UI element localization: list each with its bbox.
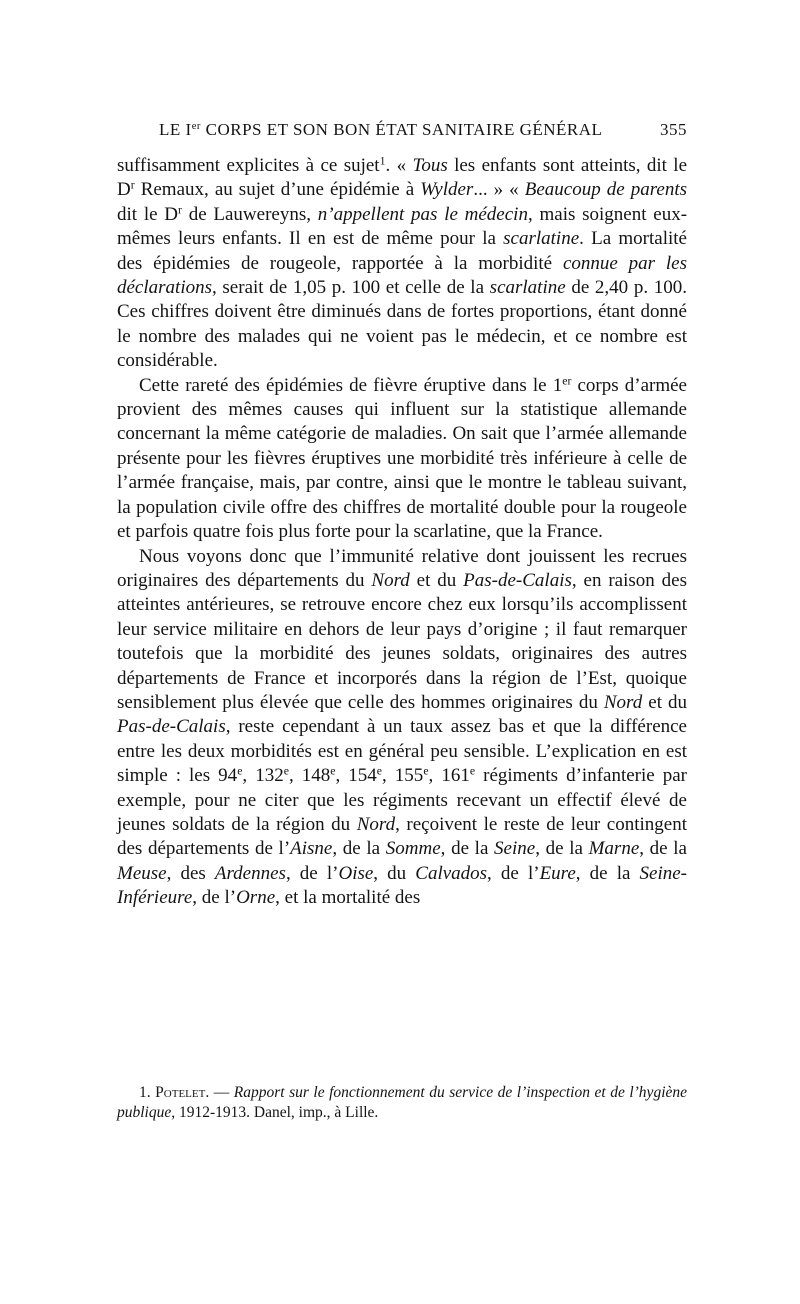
body-text bbox=[117, 154, 687, 911]
footnote: 1. Potelet. — Rapport sur le fonctionnement du service de l’inspection et de l’hygiène publique, 1912-1913. Danel, imp., à Lille. bbox=[117, 1084, 688, 1121]
footnote-ref: 1 bbox=[379, 154, 386, 168]
paragraph-2: Cette rareté des épidémies de fièvre éruptive dans le 1er corps d’armée provient des mêmes causes qui influent sur la statistique allemande concernant la même catégorie de maladies. On sait que l’armée allemande présente pour les fièvres éruptives une morbidité très inférieure à celle de l’armée française, mais, par contre, ainsi que le montre le tableau suivant, la population civile offre des chiffres de mortalité double pour la rougeole et parfois quatre fois plus forte pour la scarlatine, que la France. bbox=[117, 374, 687, 543]
running-title: LE Ier CORPS ET SON BON ÉTAT SANITAIRE GÉNÉRAL bbox=[159, 120, 603, 139]
paragraph-1: suffisamment explicites à ce sujet$^1$. « Tous les enfants sont atteints, dit le $D^r$ Remaux, au sujet d’une épidémie à Wylder... » « Beaucoup de parents dit le $D^r$ de Lauwereyns, n’appellent pas le médecin, mais soignent eux-mêmes leurs enfants. Il en est de même pour la scarlatine. La mortalité des épidémies de rougeole, rapportée à la morbidité connue par les déclarations, serait de 1,05 p. 100 et celle de la scarlatine de 2,40 p. 100. Ces chiffres doivent être diminués dans de fortes proportions, étant donné le nombre des malades qui ne voient pas le médecin, et ce nombre est considérable. bbox=[117, 154, 688, 372]
page-number: 355 bbox=[660, 120, 687, 139]
footnote-title: Rapport sur le fonctionnement du service de l’inspection et de l’hygiène publique bbox=[117, 1084, 688, 1121]
paragraph-3: Nous voyons donc que l’immunité relative dont jouissent les recrues originaires des départements du Nord et du Pas-de-Calais, en raison des atteintes antérieures, se retrouve encore chez eux lorsqu’ils accomplissent leur service militaire en dehors de leur pays d’origine ; il faut remarquer toutefois que la morbidité des jeunes soldats, originaires des autres départements de France et incorporés dans la région de l’Est, quoique sensiblement plus élevée que celle des hommes originaires du Nord et du Pas-de-Calais, reste cependant à un taux assez bas et que la différence entre les deux morbidités est en général peu sensible. L’explication en est simple : les 94e, 132e, 148e, 154e, 155e, 161e régiments d’infanterie par exemple, pour ne citer que les régiments recevant un effectif élevé de jeunes soldats de la région du Nord, reçoivent le reste de leur contingent des départements de l’Aisne, de la Somme, de la Seine, de la Marne, de la Meuse, des Ardennes, de l’Oise, du Calvados, de l’Eure, de la Seine-Inférieure, de l’Orne, et la mortalité des bbox=[117, 545, 688, 909]
footnote-author: Potelet bbox=[155, 1084, 206, 1101]
